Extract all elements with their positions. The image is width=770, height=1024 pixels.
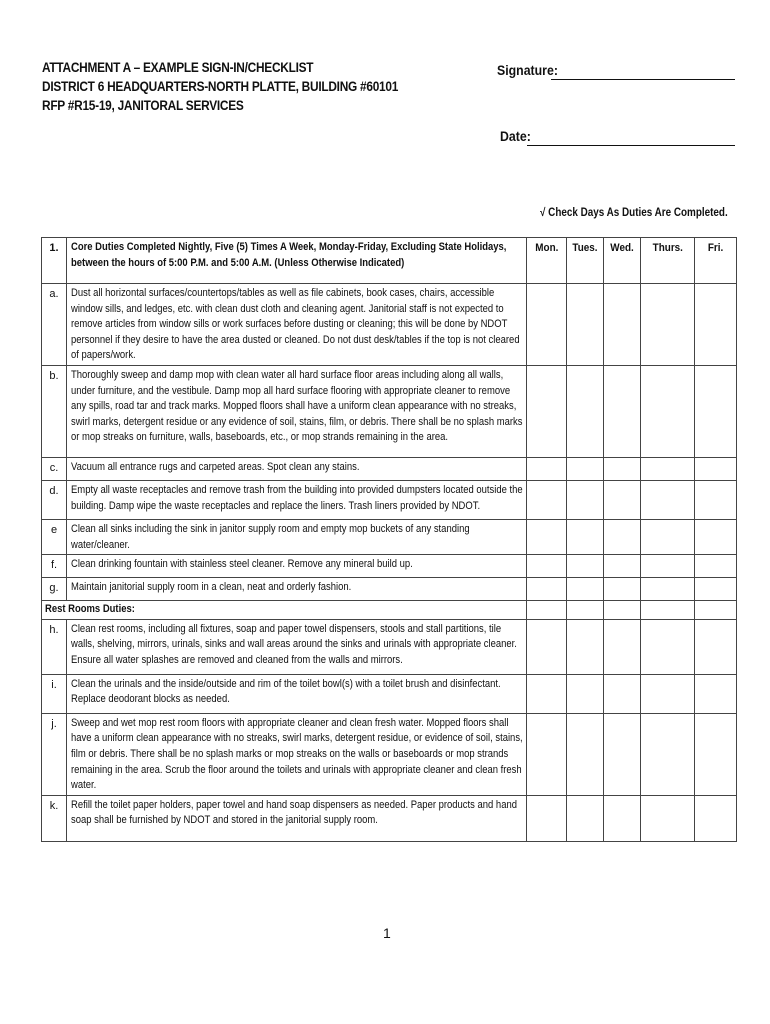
section-number: 1.	[42, 238, 67, 284]
subsection-cell-thurs	[641, 601, 695, 620]
subsection-cell-mon	[527, 601, 567, 620]
check-cell-tues[interactable]	[567, 519, 604, 554]
table-row	[42, 713, 737, 795]
duty-description: Clean the urinals and the inside/outside and rim of the toilet bowl(s) with a toilet brush and disinfectant. Replace deodorant blocks as needed.	[67, 674, 527, 713]
date-field[interactable]	[527, 145, 735, 146]
check-cell-wed[interactable]	[604, 713, 641, 795]
table-row	[42, 578, 737, 601]
check-cell-tues[interactable]	[567, 713, 604, 795]
duty-description: Sweep and wet mop rest room floors with appropriate cleaner and clean fresh water. Mopped floors shall have a uniform clean appearance with no streaks, swirl marks, detergent residue, or evidence of soil, stains, film or debris. There shall be no splash marks or mop streaks on the walls or baseboards or mop strands remaining in the area. Scrub the floor around the toilets and urinals with appropriate cleaner and clean fresh water.	[67, 713, 527, 795]
check-cell-thurs[interactable]	[641, 284, 695, 366]
row-label: g.	[42, 578, 67, 601]
check-cell-tues[interactable]	[567, 578, 604, 601]
check-cell-mon[interactable]	[527, 795, 567, 841]
check-cell-mon[interactable]	[527, 674, 567, 713]
check-cell-fri[interactable]	[695, 284, 737, 366]
check-cell-fri[interactable]	[695, 795, 737, 841]
check-cell-tues[interactable]	[567, 795, 604, 841]
row-label: i.	[42, 674, 67, 713]
check-cell-wed[interactable]	[604, 519, 641, 554]
check-cell-fri[interactable]	[695, 480, 737, 519]
row-label: b.	[42, 365, 67, 457]
table-row	[42, 457, 737, 480]
check-cell-tues[interactable]	[567, 365, 604, 457]
table-row	[42, 795, 737, 841]
subsection-cell-fri	[695, 601, 737, 620]
subsection-cell-wed	[604, 601, 641, 620]
row-label: f.	[42, 555, 67, 578]
check-cell-thurs[interactable]	[641, 578, 695, 601]
check-cell-wed[interactable]	[604, 480, 641, 519]
duty-description: Maintain janitorial supply room in a clean, neat and orderly fashion.	[67, 578, 527, 601]
duty-description: Dust all horizontal surfaces/countertops/tables as well as file cabinets, book cases, chairs, accessible window sills, and ledges, etc. with clean dust cloth and cleaning agent. Janitorial staff is not expected to remove articles from window sills or work surfaces before dusting or cleaning; this will be done by NDOT personnel if they desire to have the area dusted or cleaned. Do not dust desk/tables if the top is not cleared of papers/work.	[67, 284, 527, 366]
table-row	[42, 284, 737, 366]
day-header-tues: Tues.	[567, 238, 604, 284]
signature-field[interactable]	[551, 79, 735, 80]
table-row	[42, 674, 737, 713]
subsection-cell-tues	[567, 601, 604, 620]
check-cell-wed[interactable]	[604, 795, 641, 841]
check-cell-mon[interactable]	[527, 284, 567, 366]
check-cell-thurs[interactable]	[641, 619, 695, 674]
signature-label: Signature:	[497, 62, 558, 78]
check-cell-tues[interactable]	[567, 674, 604, 713]
check-cell-tues[interactable]	[567, 457, 604, 480]
check-cell-fri[interactable]	[695, 365, 737, 457]
page-number: 1	[383, 925, 391, 941]
table-row	[42, 519, 737, 554]
row-label: k.	[42, 795, 67, 841]
duty-description: Empty all waste receptacles and remove trash from the building into provided dumpsters located outside the building. Damp wipe the waste receptacles and replace the liners. Trash liners provided by NDOT.	[67, 480, 527, 519]
check-cell-mon[interactable]	[527, 578, 567, 601]
check-cell-mon[interactable]	[527, 713, 567, 795]
row-label: c.	[42, 457, 67, 480]
subsection-title: Rest Rooms Duties:	[42, 601, 527, 620]
check-cell-thurs[interactable]	[641, 795, 695, 841]
date-label: Date:	[500, 128, 531, 144]
subsection-row	[42, 601, 737, 620]
check-cell-wed[interactable]	[604, 674, 641, 713]
check-cell-tues[interactable]	[567, 284, 604, 366]
check-cell-mon[interactable]	[527, 457, 567, 480]
row-label: a.	[42, 284, 67, 366]
table-row	[42, 619, 737, 674]
header-line-1: ATTACHMENT A – EXAMPLE SIGN-IN/CHECKLIST	[42, 60, 314, 75]
day-header-fri: Fri.	[695, 238, 737, 284]
check-cell-fri[interactable]	[695, 555, 737, 578]
duty-description: Clean rest rooms, including all fixtures, soap and paper towel dispensers, stools and stall partitions, tile walls, shelving, mirrors, urinals, sinks and wall areas around the sinks and urinals with appropriate cleaner. Ensure all water splashes are removed and cleaned from the walls and mirrors.	[67, 619, 527, 674]
check-cell-mon[interactable]	[527, 519, 567, 554]
check-cell-thurs[interactable]	[641, 555, 695, 578]
row-label: j.	[42, 713, 67, 795]
check-cell-mon[interactable]	[527, 480, 567, 519]
checklist-table	[41, 237, 737, 842]
check-cell-wed[interactable]	[604, 365, 641, 457]
duty-description: Clean drinking fountain with stainless steel cleaner. Remove any mineral build up.	[67, 555, 527, 578]
row-label: h.	[42, 619, 67, 674]
check-cell-thurs[interactable]	[641, 519, 695, 554]
check-cell-fri[interactable]	[695, 519, 737, 554]
table-row	[42, 480, 737, 519]
check-cell-wed[interactable]	[604, 578, 641, 601]
check-cell-thurs[interactable]	[641, 713, 695, 795]
day-header-thurs: Thurs.	[641, 238, 695, 284]
check-cell-fri[interactable]	[695, 457, 737, 480]
check-cell-thurs[interactable]	[641, 457, 695, 480]
header-line-2: DISTRICT 6 HEADQUARTERS-NORTH PLATTE, BUILDING #60101	[42, 79, 399, 94]
row-label: e	[42, 519, 67, 554]
table-row	[42, 365, 737, 457]
check-cell-thurs[interactable]	[641, 365, 695, 457]
table-header-row	[42, 238, 737, 284]
check-cell-mon[interactable]	[527, 555, 567, 578]
check-cell-fri[interactable]	[695, 619, 737, 674]
document-header	[42, 58, 398, 115]
table-row	[42, 555, 737, 578]
check-cell-tues[interactable]	[567, 555, 604, 578]
check-cell-thurs[interactable]	[641, 480, 695, 519]
check-cell-wed[interactable]	[604, 619, 641, 674]
check-cell-wed[interactable]	[604, 457, 641, 480]
check-cell-fri[interactable]	[695, 674, 737, 713]
duty-description: Refill the toilet paper holders, paper towel and hand soap dispensers as needed. Paper products and hand soap shall be furnished by NDOT and stored in the janitorial supply room.	[67, 795, 527, 841]
check-cell-thurs[interactable]	[641, 674, 695, 713]
header-line-3: RFP #R15-19, JANITORAL SERVICES	[42, 98, 244, 113]
check-instruction: √ Check Days As Duties Are Completed.	[540, 207, 728, 219]
check-cell-wed[interactable]	[604, 284, 641, 366]
duty-description: Thoroughly sweep and damp mop with clean water all hard surface floor areas including along all walls, under furniture, and the vestibule. Damp mop all hard surface flooring with appropriate cleaner to remove any spills, road tar and track marks. Mopped floors shall have a uniform clean appearance with no streaks, swirl marks, detergent residue or any evidence of soil, stains, film, or debris. There shall be no splash marks or mop streaks on furniture, walls, baseboards, etc., or mop strands remaining in the area.	[67, 365, 527, 457]
check-cell-fri[interactable]	[695, 713, 737, 795]
check-cell-fri[interactable]	[695, 578, 737, 601]
check-cell-tues[interactable]	[567, 619, 604, 674]
check-cell-mon[interactable]	[527, 619, 567, 674]
day-header-mon: Mon.	[527, 238, 567, 284]
check-cell-wed[interactable]	[604, 555, 641, 578]
day-header-wed: Wed.	[604, 238, 641, 284]
check-cell-tues[interactable]	[567, 480, 604, 519]
row-label: d.	[42, 480, 67, 519]
section-title: Core Duties Completed Nightly, Five (5) Times A Week, Monday-Friday, Excluding State Holidays, between the hours of 5:00 P.M. and 5:00 A.M. (Unless Otherwise Indicated)	[67, 238, 527, 284]
duty-description: Clean all sinks including the sink in janitor supply room and empty mop buckets of any standing water/cleaner.	[67, 519, 527, 554]
check-cell-mon[interactable]	[527, 365, 567, 457]
duty-description: Vacuum all entrance rugs and carpeted areas. Spot clean any stains.	[67, 457, 527, 480]
